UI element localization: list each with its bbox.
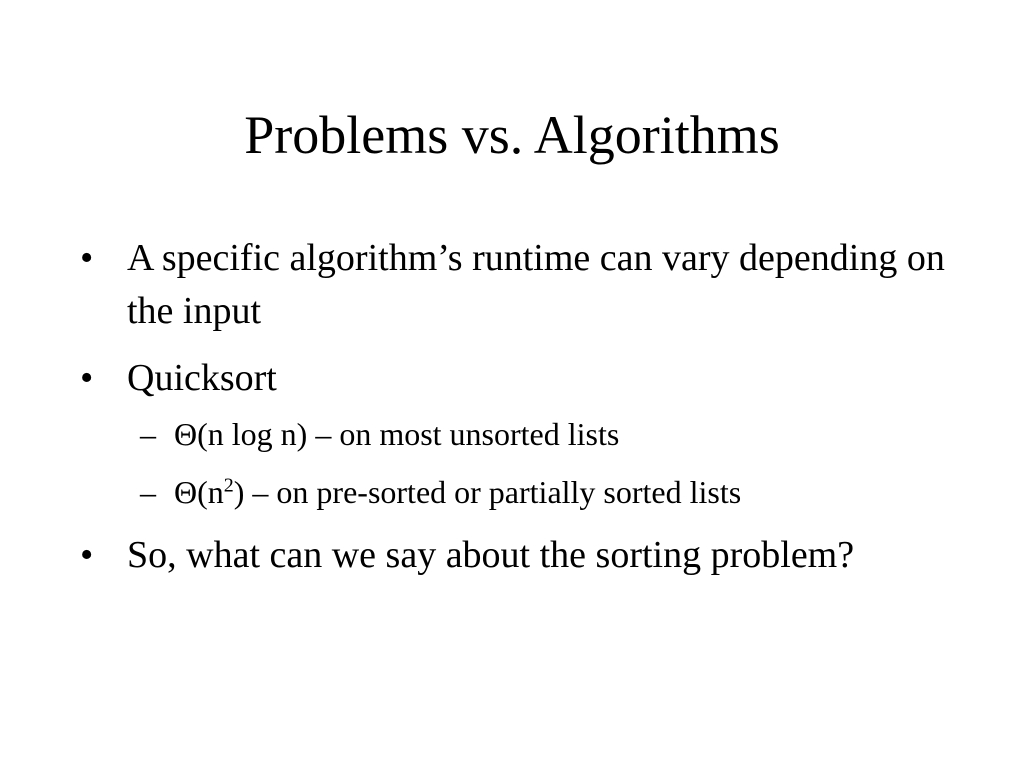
bullet-text: A specific algorithm’s runtime can vary depending on the input — [127, 237, 945, 332]
bullet-marker: • — [80, 237, 94, 279]
sub-bullet-text: Θ(n log n) – on most unsorted lists — [174, 416, 620, 452]
sub-bullet-item-nlogn — [127, 411, 960, 457]
sub-bullet-list — [127, 411, 960, 515]
bullet-marker: • — [80, 357, 94, 399]
bullet-text: So, what can we say about the sorting problem? — [127, 534, 855, 576]
exponent: 2 — [223, 474, 234, 497]
bullet-list — [80, 232, 960, 596]
bullet-item-quicksort — [80, 352, 960, 515]
sub-bullet-text-pre: Θ(n — [174, 474, 224, 510]
bullet-item-runtime — [80, 232, 960, 338]
sub-bullet-marker: – — [140, 474, 156, 510]
sub-bullet-text-post: ) – on pre-sorted or partially sorted lists — [233, 474, 742, 510]
bullet-marker: • — [80, 534, 94, 576]
sub-bullet-item-n-squared — [127, 469, 960, 515]
sub-bullet-marker: – — [140, 416, 156, 452]
bullet-item-sorting-problem — [80, 529, 960, 582]
bullet-text: Quicksort — [127, 357, 277, 399]
slide-title: Problems vs. Algorithms — [244, 105, 780, 165]
